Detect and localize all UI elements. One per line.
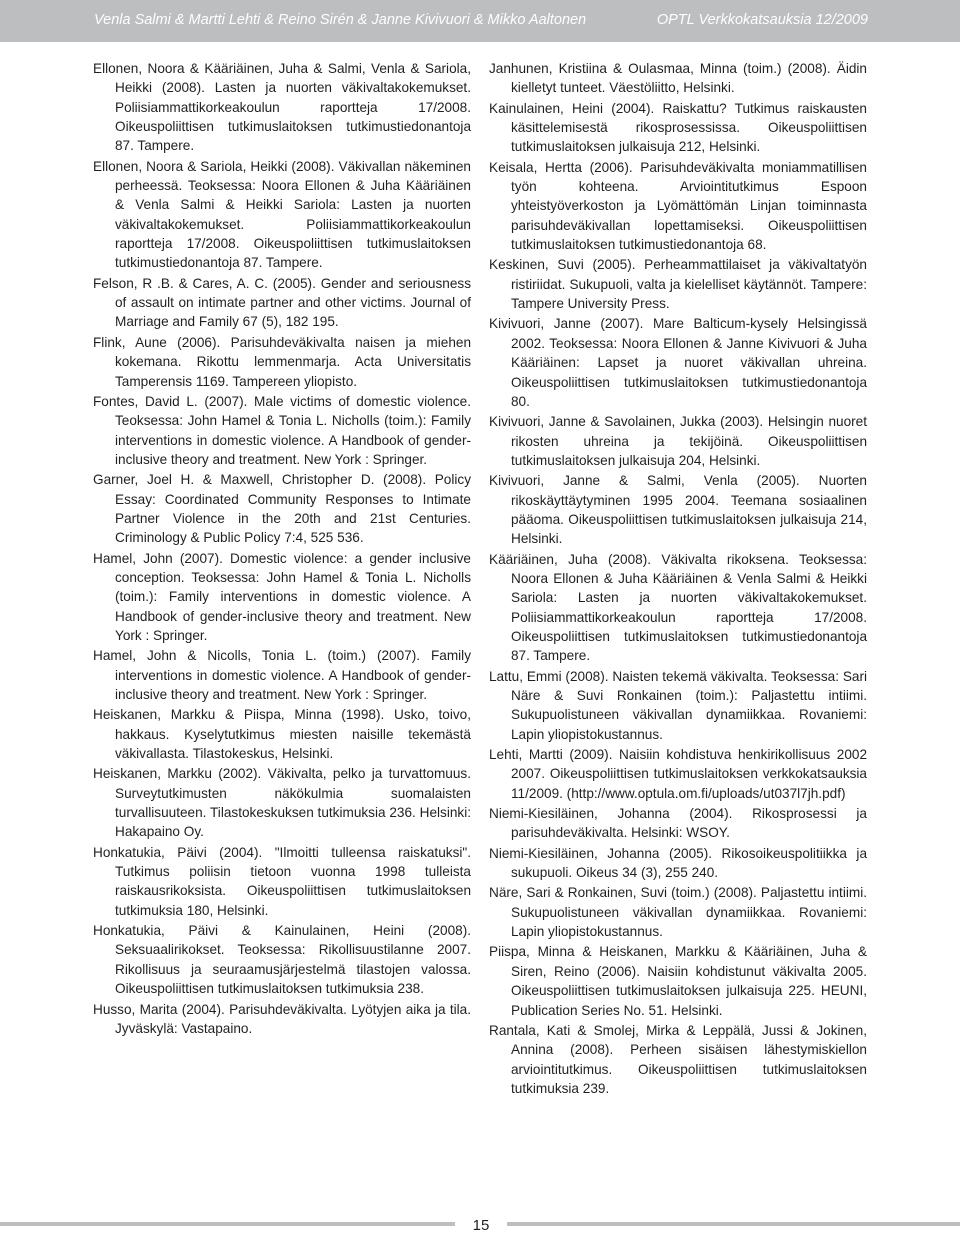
reference-entry: Lattu, Emmi (2008). Naisten tekemä väkivalta. Teoksessa: Sari Näre & Suvi Ronkainen (toim.): Paljastettu intiimi. Sukupuolistuneen väkivallan dynamiikkaa. Rovaniemi: Lapin yliopistokustannus. [489,668,867,742]
reference-entry: Janhunen, Kristiina & Oulasmaa, Minna (toim.) (2008). Äidin kielletyt tunteet. Väestöliitto, Helsinki. [489,61,867,96]
reference-entry: Kääriäinen, Juha (2008). Väkivalta rikoksena. Teoksessa: Noora Ellonen & Juha Kääriäinen & Venla Salmi & Heikki Sariola: Lasten ja nuorten väkivaltakokemukset. Poliisiammattikorkeakoulun raportteja 17/2008. Oikeuspoliittisen tutkimuslaitoksen tutkimustiedonantoja 87. Tampere. [489,551,867,664]
reference-entry: Rantala, Kati & Smolej, Mirka & Leppälä, Jussi & Jokinen, Annina (2008). Perheen sisäisen lähestymiskiellon arviointitutkimus. Oikeuspoliittisen tutkimuslaitoksen tutkimuksia 239. [489,1022,867,1096]
reference-entry: Fontes, David L. (2007). Male victims of domestic violence. Teoksessa: John Hamel & Tonia L. Nicholls (toim.): Family interventions in domestic violence. A Handbook of gender-inclusive theory and treatment. New York : Springer. [93,393,471,467]
reference-entry: Felson, R .B. & Cares, A. C. (2005). Gender and seriousness of assault on intimate partner and other victims. Journal of Marriage and Family 67 (5), 182 195. [93,275,471,330]
reference-entry: Keskinen, Suvi (2005). Perheammattilaiset ja väkivaltatyön ristiriidat. Sukupuoli, valta ja kielelliset käytännöt. Tampere: Tampere University Press. [489,257,867,312]
reference-entry: Lehti, Martti (2009). Naisiin kohdistuva henkirikollisuus 2002 2007. Oikeuspoliittisen tutkimuslaitoksen verkkokatsauksia 11/2009. (http://www.optula.om.fi/uploads/ut037l7jh.pdf) [489,747,867,801]
reference-entry: Flink, Aune (2006). Parisuhdeväkivalta naisen ja miehen kokemana. Rikottu lemmenmarja. Acta Universitatis Tamperensis 1169. Tampereen yliopisto. [93,334,471,389]
reference-entry: Kivivuori, Janne (2007). Mare Balticum-kysely Helsingissä 2002. Teoksessa: Noora Ellonen & Janne Kivivuori & Juha Kääriäinen: Lapset ja nuoret väkivallan uhreina. Oikeuspoliittisen tutkimuslaitoksen tutkimustiedonantoja 80. [489,316,867,409]
reference-entry: Niemi-Kiesiläinen, Johanna (2005). Rikosoikeuspolitiikka ja sukupuoli. Oikeus 34 (3), 255 240. [489,845,867,881]
header-series: OPTL Verkkokatsauksia 12/2009 [656,12,868,28]
page-number: 15 [472,1217,490,1234]
reference-entry: Honkatukia, Päivi (2004). "Ilmoitti tulleensa raiskatuksi". Tutkimus poliisin tietoon vuonna 1998 tulleista raiskausrikoksista. Oikeuspoliittisen tutkimuslaitoksen tutkimuksia 180, Helsinki. [93,844,471,918]
reference-entry: Kainulainen, Heini (2004). Raiskattu? Tutkimus raiskausten käsittelemisestä rikosprosessissa. Oikeuspoliittisen tutkimuslaitoksen julkaisuja 212, Helsinki. [489,100,867,155]
reference-entry: Heiskanen, Markku & Piispa, Minna (1998). Usko, toivo, hakkaus. Kyselytutkimus miesten naisille tekemästä väkivallasta. Tilastokeskus, Helsinki. [93,707,471,762]
reference-entry: Hamel, John (2007). Domestic violence: a gender inclusive conception. Teoksessa: John Hamel & Tonia L. Nicholls (toim.): Family interventions in domestic violence. A Handbook of gender-inclusive theory and treatment. New York : Springer. [93,550,471,643]
references-right-column [489,59,867,1099]
reference-entry: Heiskanen, Markku (2002). Väkivalta, pelko ja turvattomuus. Surveytutkimusten näkökulmia suomalaisten turvallisuuteen. Tilastokeskuksen tutkimuksia 236. Helsinki: Hakapaino Oy. [93,766,471,840]
reference-entry: Näre, Sari & Ronkainen, Suvi (toim.) (2008). Paljastettu intiimi. Sukupuolistuneen väkivallan dynamiikkaa. Rovaniemi: Lapin yliopistokustannus. [489,885,867,940]
reference-entry: Piispa, Minna & Heiskanen, Markku & Kääriäinen, Juha & Siren, Reino (2006). Naisiin kohdistunut väkivalta 2005. Oikeuspoliittisen tutkimuslaitoksen julkaisuja 225. HEUNI, Publication Series No. 51. Helsinki. [489,944,867,1018]
reference-entry: Ellonen, Noora & Sariola, Heikki (2008). Väkivallan näkeminen perheessä. Teoksessa: Noora Ellonen & Juha Kääriäinen & Venla Salmi & Heikki Sariola: Lasten ja nuorten väkivaltakokemukset. Poliisiammattikorkeakoulun raportteja 17/2008. Oikeuspoliittisen tutkimuslaitoksen tutkimustiedonantoja 87. Tampere. [93,158,471,271]
reference-entry: Kivivuori, Janne & Salmi, Venla (2005). Nuorten rikoskäyttäytyminen 1995 2004. Teemana sosiaalinen pääoma. Oikeuspoliittisen tutkimuslaitoksen julkaisuja 214, Helsinki. [489,473,867,547]
running-header [0,0,960,42]
header-authors: Venla Salmi & Martti Lehti & Reino Sirén & Janne Kivivuori & Mikko Aaltonen [94,12,587,28]
reference-entry: Husso, Marita (2004). Parisuhdeväkivalta. Lyötyjen aika ja tila. Jyväskylä: Vastapaino. [93,1001,471,1036]
reference-entry: Keisala, Hertta (2006). Parisuhdeväkivalta moniammatillisen työn kohteena. Arviointitutkimus Espoon yhteistyöverkoston ja Lyömättömän Linjan toiminnasta parisuhdeväkivallan lopettamiseksi. Oikeuspoliittisen tutkimuslaitoksen tutkimustiedonantoja 68. [489,159,867,253]
reference-entry: Hamel, John & Nicolls, Tonia L. (toim.) (2007). Family interventions in domestic violence. A Handbook of gender-inclusive theory and treatment. New York : Springer. [93,648,471,702]
reference-entry: Niemi-Kiesiläinen, Johanna (2004). Rikosprosessi ja parisuhdeväkivalta. Helsinki: WSOY. [489,806,867,841]
reference-entry: Kivivuori, Janne & Savolainen, Jukka (2003). Helsingin nuoret rikosten uhreina ja tekijöinä. Oikeuspoliittisen tutkimuslaitoksen julkaisuja 204, Helsinki. [489,414,867,468]
reference-entry: Honkatukia, Päivi & Kainulainen, Heini (2008). Seksuaalirikokset. Teoksessa: Rikollisuustilanne 2007. Rikollisuus ja seuraamusjärjestelmä tilastojen valossa. Oikeuspoliittisen tutkimuslaitoksen tutkimuksia 238. [93,923,471,997]
reference-entry: Ellonen, Noora & Kääriäinen, Juha & Salmi, Venla & Sariola, Heikki (2008). Lasten ja nuorten väkivaltakokemukset. Poliisiammattikorkeakoulun raportteja 17/2008. Oikeuspoliittisen tutkimuslaitoksen tutkimustiedonantoja 87. Tampere. [93,61,471,154]
reference-entry: Garner, Joel H. & Maxwell, Christopher D. (2008). Policy Essay: Coordinated Community Responses to Intimate Partner Violence in the 20th and 21st Centuries. Criminology & Public Policy 7:4, 525 536. [93,472,471,546]
references-left-column [93,59,471,1039]
